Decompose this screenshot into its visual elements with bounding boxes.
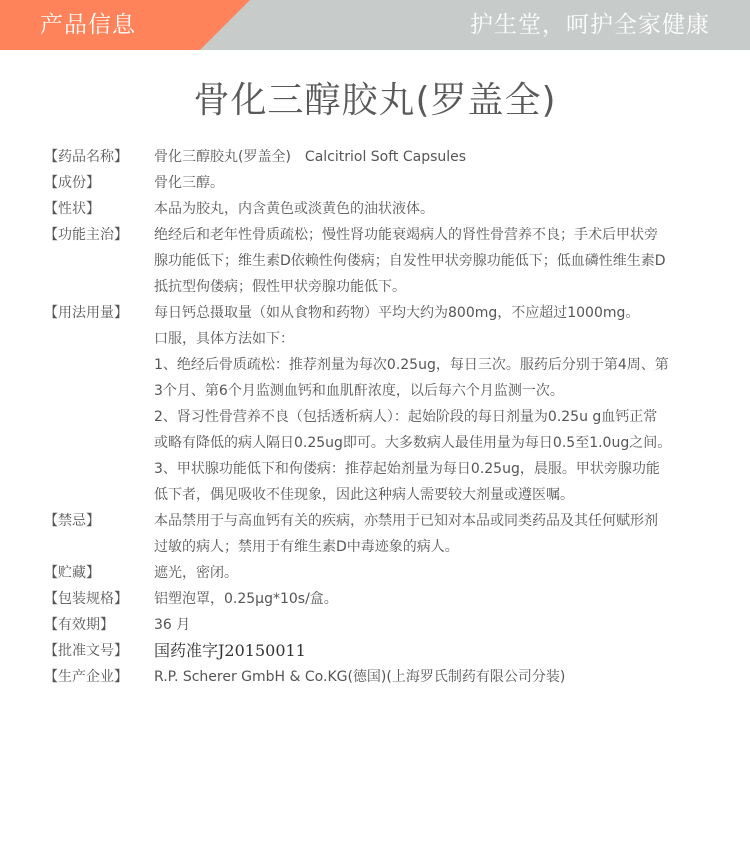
- info-label: 【生产企业】: [44, 669, 128, 685]
- info-value: [154, 612, 724, 638]
- info-line: 国药准字J20150011: [154, 641, 306, 660]
- info-line: 遮光，密闭。: [154, 565, 238, 581]
- info-label: 【功能主治】: [44, 227, 128, 243]
- info-line: 2、肾习性骨营养不良（包括透析病人）：起始阶段的每日剂量为0.25u g血钙正常: [154, 409, 658, 425]
- info-line: 1、绝经后骨质疏松：推荐剂量为每次0.25ug，每日三次。服药后分别于第4周、第: [154, 357, 669, 373]
- info-label: 【包装规格】: [44, 591, 128, 607]
- info-line: 低下者，偶见吸收不佳现象，因此这种病人需要较大剂量或遵医嘱。: [154, 487, 574, 503]
- info-label: 【禁忌】: [44, 513, 100, 529]
- info-line: 或略有降低的病人隔日0.25ug即可。大多数病人最佳用量为每日0.5至1.0ug之间。: [154, 435, 672, 451]
- info-label: 【成份】: [44, 175, 100, 191]
- info-value: [154, 222, 724, 300]
- info-label: 【用法用量】: [44, 305, 128, 321]
- product-title: 骨化三醇胶丸(罗盖全): [193, 80, 557, 121]
- info-label: 【贮藏】: [44, 565, 100, 581]
- info-line: 过敏的病人；禁用于有维生素D中毒迹象的病人。: [154, 539, 459, 555]
- info-value: [154, 586, 724, 612]
- info-line: 铝塑泡罩，0.25μg*10s/盒。: [154, 591, 338, 607]
- info-row-manufacturer: [44, 664, 724, 690]
- store-slogan: 护生堂，呵护全家健康: [470, 12, 710, 38]
- info-line: 3、甲状腺功能低下和佝偻病：推荐起始剂量为每日0.25ug，晨服。甲状旁腺功能: [154, 461, 660, 477]
- info-value: [154, 170, 724, 196]
- info-row-indications: [44, 222, 724, 300]
- info-label: 【有效期】: [44, 617, 114, 633]
- header-banner: [0, 0, 750, 50]
- info-value: [154, 560, 724, 586]
- info-line: 腺功能低下；维生素D依赖性佝偻病；自发性甲状旁腺功能低下；低血磷性维生素D: [154, 253, 666, 269]
- info-row-ingredients: [44, 170, 724, 196]
- info-row-shelf-life: [44, 612, 724, 638]
- info-row-dosage: [44, 300, 724, 508]
- info-line: 骨化三醇胶丸(罗盖全) Calcitriol Soft Capsules: [154, 149, 467, 165]
- info-row-drug-name: [44, 144, 724, 170]
- info-label: 【批准文号】: [44, 643, 128, 659]
- info-label: 【药品名称】: [44, 149, 128, 165]
- info-value: [154, 638, 724, 664]
- info-line: 36 月: [154, 617, 191, 633]
- info-value: [154, 300, 724, 508]
- info-row-packaging: [44, 586, 724, 612]
- info-line: 每日钙总摄取量（如从食物和药物）平均大约为800mg，不应超过1000mg。: [154, 305, 640, 321]
- info-line: 抵抗型佝偻病；假性甲状旁腺功能低下。: [154, 279, 406, 295]
- info-value: [154, 196, 724, 222]
- info-line: 本品为胶丸，内含黄色或淡黄色的油状液体。: [154, 201, 434, 217]
- product-info-list: [44, 144, 724, 690]
- info-label: 【性状】: [44, 201, 100, 217]
- info-row-approval-number: [44, 638, 724, 664]
- info-line: 骨化三醇。: [154, 175, 224, 191]
- info-line: 口服，具体方法如下：: [154, 331, 294, 347]
- info-row-storage: [44, 560, 724, 586]
- info-line: R.P. Scherer GmbH & Co.KG(德国)(上海罗氏制药有限公司分装): [154, 669, 566, 685]
- section-title: 产品信息: [40, 12, 136, 38]
- info-line: 3个月、第6个月监测血钙和血肌酐浓度，以后每六个月监测一次。: [154, 383, 564, 399]
- info-row-contraindications: [44, 508, 724, 560]
- info-value: [154, 508, 724, 560]
- info-value: [154, 144, 724, 170]
- info-line: 本品禁用于与高血钙有关的疾病，亦禁用于已知对本品或同类药品及其任何赋形剂: [154, 513, 658, 529]
- info-row-appearance: [44, 196, 724, 222]
- info-value: [154, 664, 724, 690]
- info-line: 绝经后和老年性骨质疏松；慢性肾功能衰竭病人的肾性骨营养不良；手术后甲状旁: [154, 227, 658, 243]
